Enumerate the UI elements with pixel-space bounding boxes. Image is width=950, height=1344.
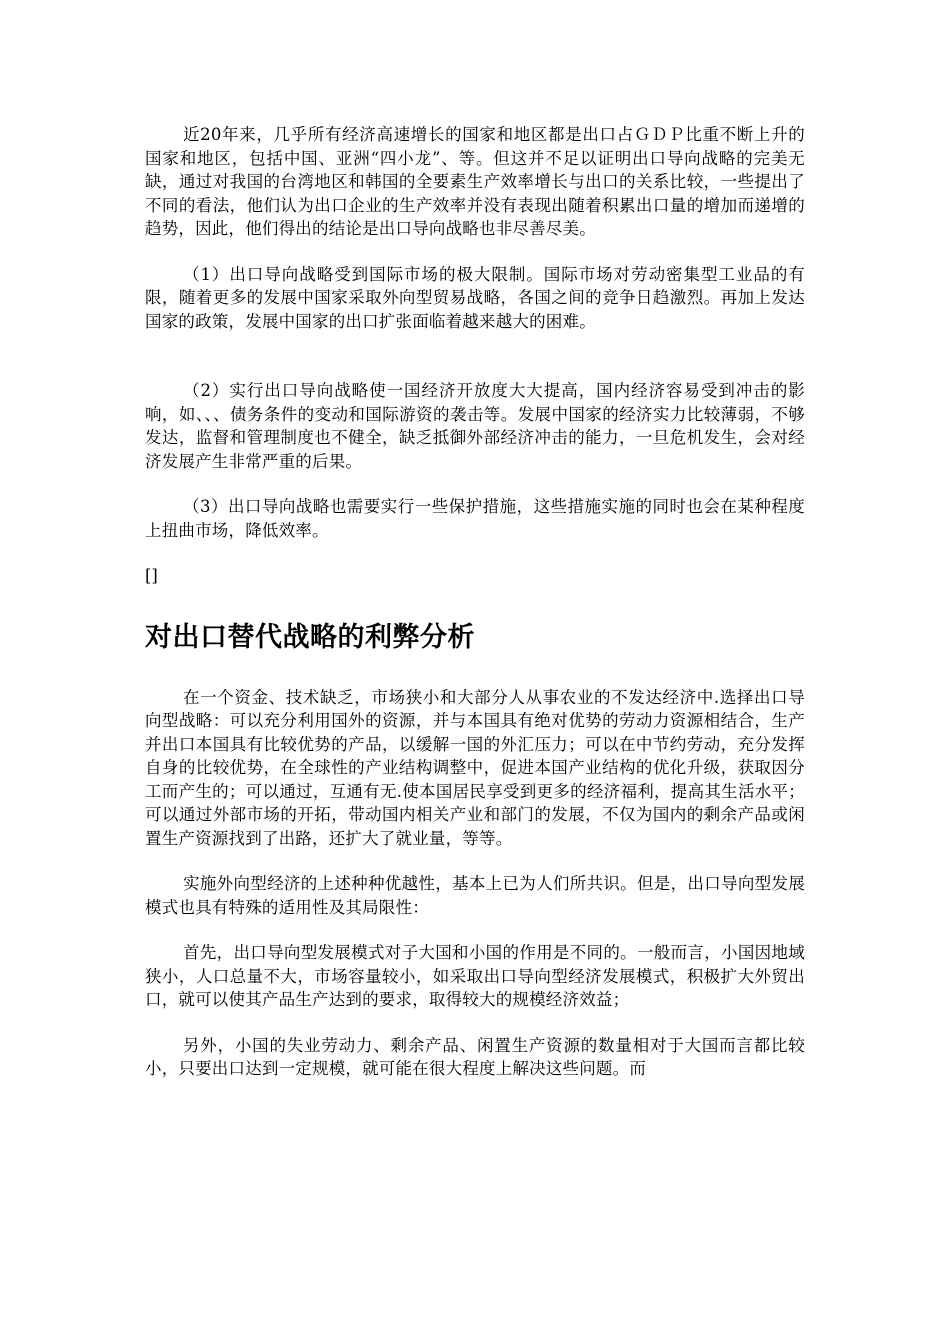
heading-spacer	[145, 658, 805, 686]
paragraph-analysis-1: 在一个资金、技术缺乏，市场狭小和大部分人从事农业的不发达经济中.选择出口导向型战略：可以充分利用国外的资源，并与本国具有绝对优势的劳动力资源相结合，生产并出口本国具有比较优势的产品，以缓解一国的外汇压力；可以在中节约劳动，充分发挥自身的比较优势，在全球性的产业结构调整中，促进本国产业结构的优化升级，获取因分工而产生的；可以通过，互通有无.使本国居民享受到更多的经济福利，提高其生活水平；可以通过外部市场的开拓，带动国内相关产业和部门的发展，不仅为国内的剩余产品或闲置生产资源找到了出路，还扩大了就业量，等等。	[145, 687, 805, 848]
paragraph-spacer	[145, 919, 805, 941]
paragraph-analysis-3: 首先，出口导向型发展模式对子大国和小国的作用是不同的。一般而言，小国因地域狭小，人口总量不大，市场容量较小，如采取出口导向型经济发展模式，积极扩大外贸出口，就可以使其产品生产达到的要求，取得较大的规模经济效益；	[145, 943, 805, 1009]
paragraph-intro: 近20年来，几乎所有经济高速增长的国家和地区都是出口占ＧＤＰ比重不断上升的国家和地区，包括中国、亚洲“四小龙”、等。但这并不足以证明出口导向战略的完美无缺，通过对我国的台湾地区和韩国的全要素生产效率增长与出口的关系比较，一些提出了不同的看法，他们认为出口企业的生产效率并没有表现出随着积累出口量的增加而递增的趋势，因此，他们得出的结论是出口导向战略也非尽善尽美。	[145, 125, 805, 238]
paragraph-analysis-2: 实施外向型经济的上述种种优越性，基本上已为人们所共识。但是，出口导向型发展模式也具有特殊的适用性及其局限性：	[145, 874, 805, 917]
paragraph-point-1: （1）出口导向战略受到国际市场的极大限制。国际市场对劳动密集型工业品的有限，随着更多的发展中国家采取外向型贸易战略，各国之间的竞争日趋激烈。再加上发达国家的政策，发展中国家的出口扩张面临着越来越大的困难。	[145, 264, 805, 331]
paragraph-spacer	[145, 333, 805, 379]
paragraph-point-3: （3）出口导向战略也需要实行一些保护措施，这些措施实施的同时也会在某种程度上扭曲市场，降低效率。	[145, 497, 805, 540]
paragraph-spacer	[145, 473, 805, 495]
paragraph-spacer	[145, 850, 805, 872]
paragraph-spacer	[145, 542, 805, 564]
document-body	[145, 123, 805, 1081]
paragraph-spacer	[145, 241, 805, 263]
heading-spacer	[145, 588, 805, 618]
paragraph-spacer	[145, 1012, 805, 1034]
section-heading: 对出口替代战略的利弊分析	[145, 621, 475, 653]
paragraph-point-2: （2）实行出口导向战略使一国经济开放度大大提高，国内经济容易受到冲击的影响，如、、、债务条件的变动和国际游资的袭击等。发展中国家的经济实力比较薄弱，不够发达，监督和管理制度也不健全，缺乏抵御外部经济冲击的能力，一旦危机发生，会对经济发展产生非常严重的后果。	[145, 381, 805, 471]
paragraph-analysis-4: 另外，小国的失业劳动力、剩余产品、闲置生产资源的数量相对于大国而言都比较小，只要出口达到一定规模，就可能在很大程度上解决这些问题。而	[145, 1035, 805, 1078]
empty-reference-brackets: []	[145, 566, 158, 585]
